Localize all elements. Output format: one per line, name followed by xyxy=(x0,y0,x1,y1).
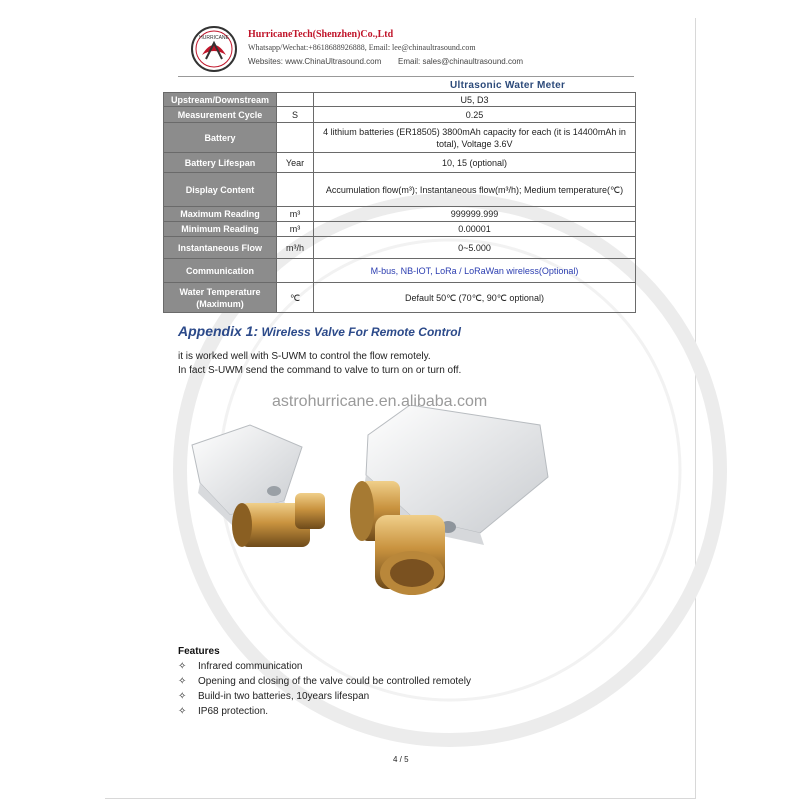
list-item xyxy=(178,689,471,704)
appendix-prefix: Appendix 1: xyxy=(178,323,259,339)
sales-email: Email: sales@chinaultrasound.com xyxy=(398,57,524,66)
spec-key: Display Content xyxy=(164,173,277,207)
intro-line: In fact S-UWM send the command to valve to turn on or turn off. xyxy=(178,365,462,376)
website-line xyxy=(248,57,524,66)
bullet-icon: ✧ xyxy=(178,661,187,672)
features-list xyxy=(178,659,471,719)
table-row xyxy=(164,153,636,173)
spec-unit: Year xyxy=(277,153,314,173)
spec-table xyxy=(163,92,636,313)
spec-key: Water Temperature (Maximum) xyxy=(164,283,277,313)
letterhead xyxy=(190,25,630,75)
spec-key: Measurement Cycle xyxy=(164,107,277,123)
features-title: Features xyxy=(178,646,220,657)
small-valve xyxy=(192,425,325,547)
spec-key: Upstream/Downstream xyxy=(164,93,277,107)
spec-unit xyxy=(277,123,314,153)
spec-unit: ℃ xyxy=(277,283,314,313)
large-valve xyxy=(350,405,548,595)
spec-value: 0.00001 xyxy=(314,222,636,237)
contact-line: Whatsapp/Wechat:+8618688926888, Email: lee@chinaultrasound.com xyxy=(248,43,476,52)
list-item xyxy=(178,704,471,719)
table-row xyxy=(164,259,636,283)
table-row xyxy=(164,173,636,207)
spec-key: Maximum Reading xyxy=(164,207,277,222)
bullet-icon: ✧ xyxy=(178,676,187,687)
list-item xyxy=(178,659,471,674)
spec-key: Battery Lifespan xyxy=(164,153,277,173)
spec-value: 999999.999 xyxy=(314,207,636,222)
table-row xyxy=(164,123,636,153)
company-logo xyxy=(190,25,238,73)
website-text: Websites: www.ChinaUltrasound.com xyxy=(248,57,382,66)
bullet-icon: ✧ xyxy=(178,706,187,717)
spec-value: Default 50℃ (70℃, 90℃ optional) xyxy=(314,283,636,313)
page-number: 4 / 5 xyxy=(393,755,409,764)
svg-text:HURRICANE: HURRICANE xyxy=(199,35,229,41)
feature-text: Build-in two batteries, 10years lifespan xyxy=(198,691,370,702)
spec-key: Battery xyxy=(164,123,277,153)
appendix-heading xyxy=(178,323,461,339)
spec-key: Minimum Reading xyxy=(164,222,277,237)
document-title: Ultrasonic Water Meter xyxy=(450,80,566,91)
spec-value: M-bus, NB-IOT, LoRa / LoRaWan wireless(Optional) xyxy=(314,259,636,283)
spec-value: 0~5.000 xyxy=(314,237,636,259)
header-divider xyxy=(178,76,634,77)
spec-unit xyxy=(277,93,314,107)
company-name: HurricaneTech(Shenzhen)Co.,Ltd xyxy=(248,29,394,40)
spec-unit xyxy=(277,259,314,283)
table-row xyxy=(164,107,636,123)
valve-product-photo xyxy=(180,405,600,600)
spec-value: 4 lithium batteries (ER18505) 3800mAh capacity for each (it is 14400mAh in total), Voltage 3.6V xyxy=(314,123,636,153)
appendix-subtitle: Wireless Valve For Remote Control xyxy=(258,325,461,339)
list-item xyxy=(178,674,471,689)
spec-value: U5, D3 xyxy=(314,93,636,107)
table-row xyxy=(164,93,636,107)
intro-line: it is worked well with S-UWM to control the flow remotely. xyxy=(178,351,431,362)
feature-text: IP68 protection. xyxy=(198,706,269,717)
feature-text: Infrared communication xyxy=(198,661,303,672)
spec-unit: S xyxy=(277,107,314,123)
intro-paragraph xyxy=(178,350,461,378)
spec-unit xyxy=(277,173,314,207)
spec-key: Communication xyxy=(164,259,277,283)
spec-value: 0.25 xyxy=(314,107,636,123)
table-row xyxy=(164,283,636,313)
spec-value: Accumulation flow(m³); Instantaneous flow(m³/h); Medium temperature(℃) xyxy=(314,173,636,207)
bullet-icon: ✧ xyxy=(178,691,187,702)
table-row xyxy=(164,222,636,237)
spec-key: Instantaneous Flow xyxy=(164,237,277,259)
feature-text: Opening and closing of the valve could be controlled remotely xyxy=(198,676,471,687)
spec-unit: m³/h xyxy=(277,237,314,259)
spec-value: 10, 15 (optional) xyxy=(314,153,636,173)
website-watermark: astrohurricane.en.alibaba.com xyxy=(272,393,488,410)
spec-unit: m³ xyxy=(277,222,314,237)
table-row xyxy=(164,237,636,259)
spec-unit: m³ xyxy=(277,207,314,222)
table-row xyxy=(164,207,636,222)
